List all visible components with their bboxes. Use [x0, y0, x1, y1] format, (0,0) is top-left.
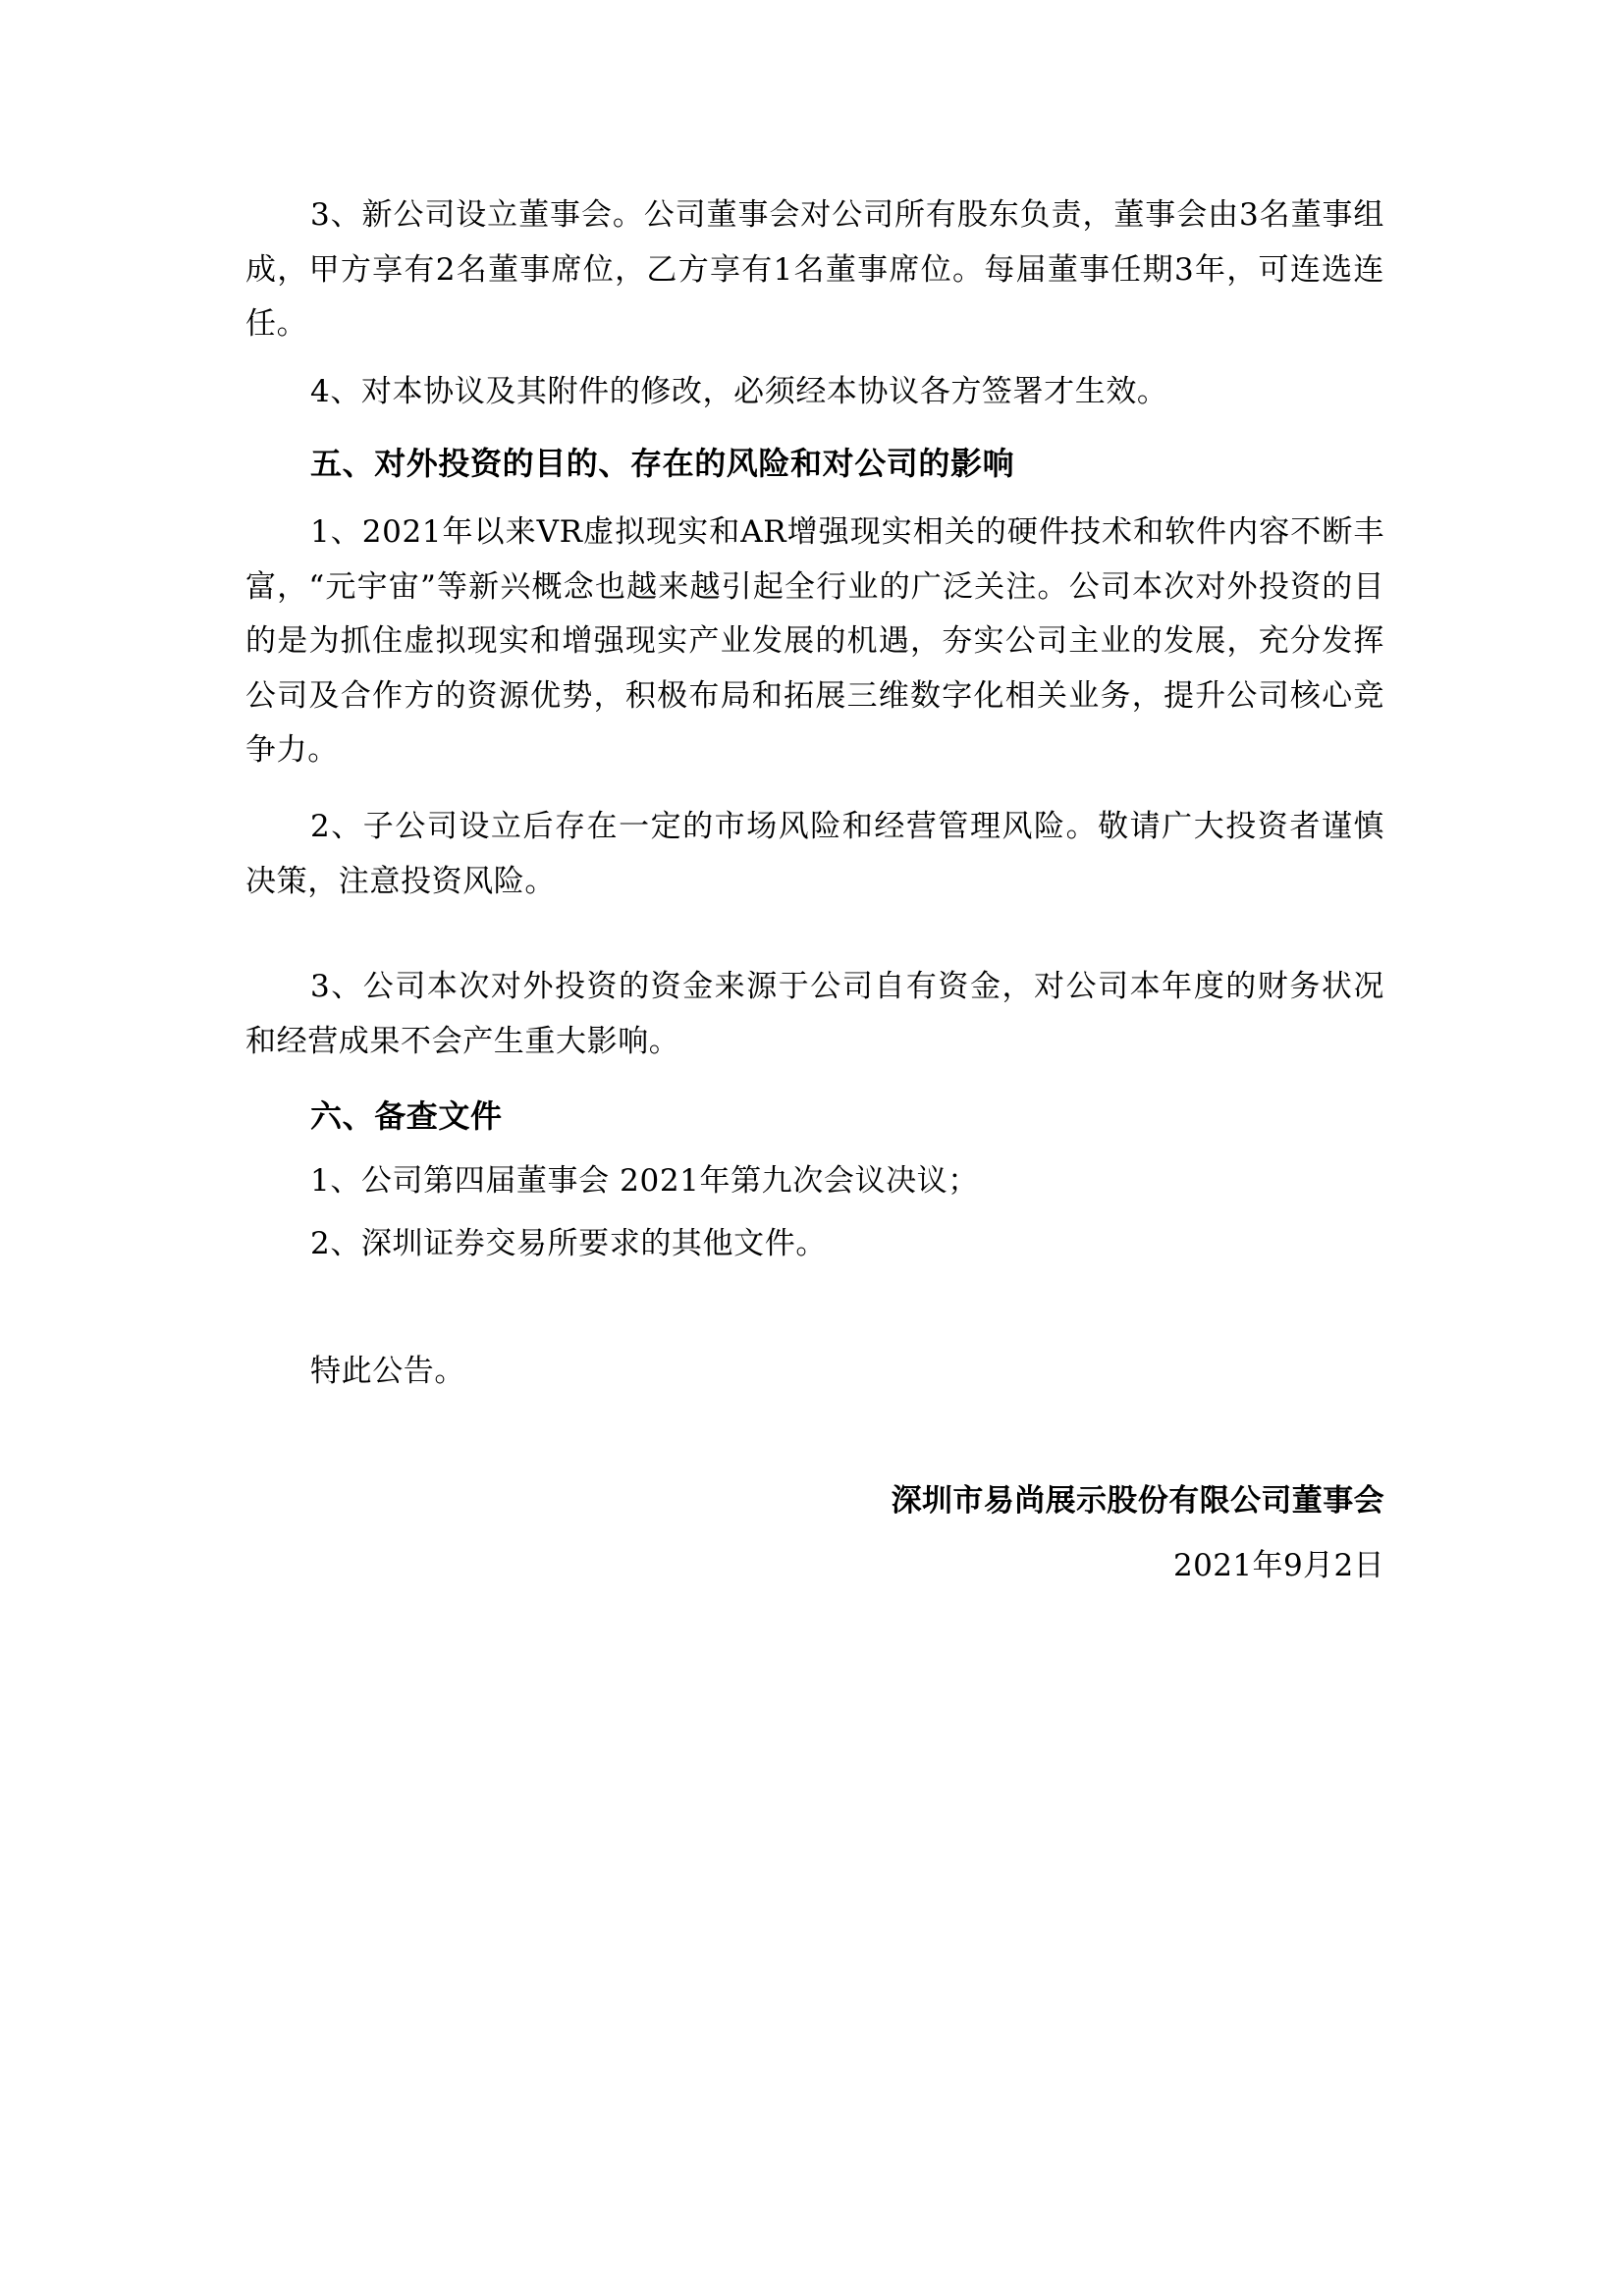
section-5-item-2: 2、子公司设立后存在一定的市场风险和经营管理风险。敬请广大投资者谨慎决策，注意投资风险。	[245, 809, 1384, 899]
signature-date: 2021年9月2日	[1173, 1548, 1384, 1583]
section-5-item-3: 3、公司本次对外投资的资金来源于公司自有资金，对公司本年度的财务状况和经营成果不会产生重大影响。	[245, 969, 1384, 1059]
section-5-item-1: 1、2021年以来VR虚拟现实和AR增强现实相关的硬件技术和软件内容不断丰富，“元宇宙”等新兴概念也越来越引起全行业的广泛关注。公司本次对外投资的目的是为抓住虚拟现实和增强现实产业发展的机遇，夯实公司主业的发展，充分发挥公司及合作方的资源优势，积极布局和拓展三维数字化相关业务，提升公司核心竞争力。	[245, 514, 1384, 768]
section-6-heading: 六、备查文件	[310, 1097, 503, 1135]
paragraph-board-composition: 3、新公司设立董事会。公司董事会对公司所有股东负责，董事会由3名董事组成，甲方享有2名董事席位，乙方享有1名董事席位。每届董事任期3年，可连选连任。	[245, 197, 1384, 342]
closing-statement: 特此公告。	[310, 1354, 465, 1389]
section-5-heading: 五、对外投资的目的、存在的风险和对公司的影响	[310, 445, 1015, 482]
paragraph-agreement-amendment: 4、对本协议及其附件的修改，必须经本协议各方签署才生效。	[310, 374, 1168, 409]
signature-company: 深圳市易尚展示股份有限公司董事会	[891, 1483, 1384, 1519]
section-6-item-1: 1、公司第四届董事会 2021年第九次会议决议；	[310, 1163, 979, 1199]
section-6-item-2: 2、深圳证券交易所要求的其他文件。	[310, 1226, 827, 1261]
